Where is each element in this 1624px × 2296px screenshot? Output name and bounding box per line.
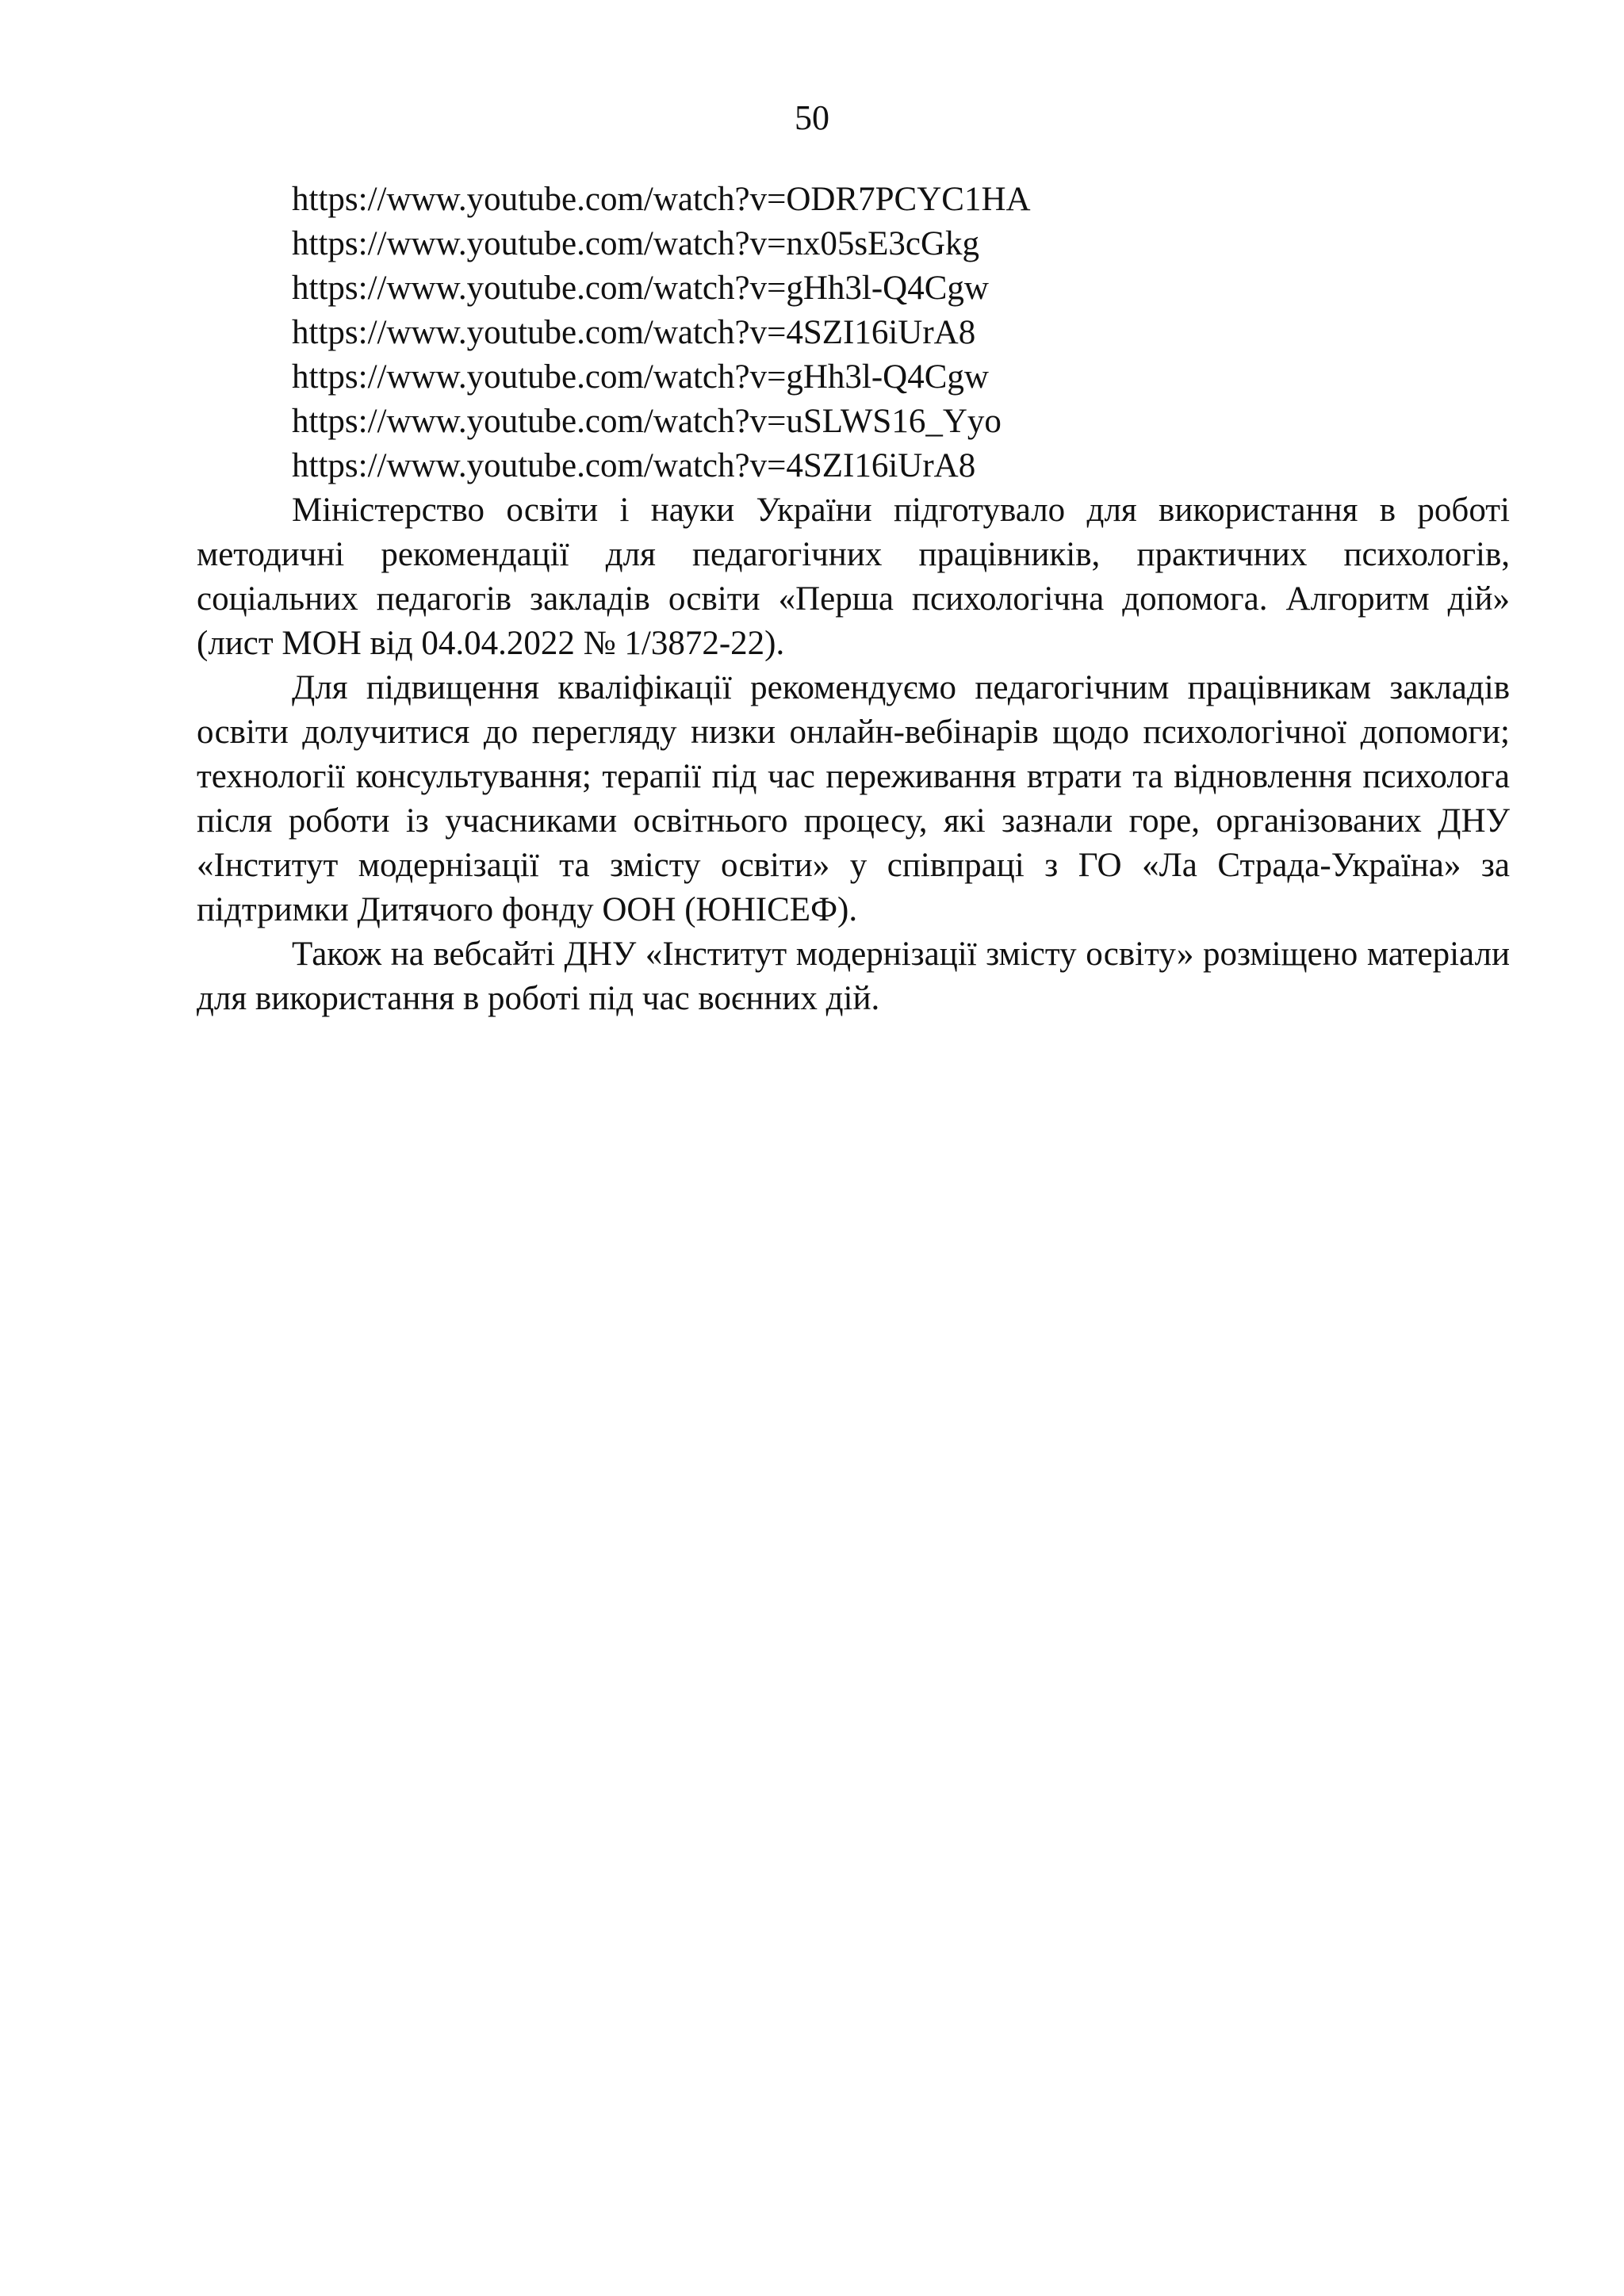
youtube-link[interactable]: https://www.youtube.com/watch?v=gHh3l-Q4Cgw bbox=[292, 270, 989, 307]
paragraph-ministry-recommendations: Міністерство освіти і науки України підготувало для використання в роботі методичні рекомендації для педагогічних працівників, практичних психологів, соціальних педагогів закладів освіти «Перша психологічна допомога. Алгоритм дій» (лист МОН від 04.04.2022 № 1/3872-22). bbox=[197, 492, 1510, 662]
youtube-link[interactable]: https://www.youtube.com/watch?v=uSLWS16_Yyo bbox=[292, 403, 1002, 440]
page-content bbox=[197, 178, 1510, 1021]
youtube-link[interactable]: https://www.youtube.com/watch?v=nx05sE3cGkg bbox=[292, 225, 979, 262]
paragraph-website-materials: Також на вебсайті ДНУ «Інститут модернізації змісту освіту» розміщено матеріали для використання в роботі під час воєнних дій. bbox=[197, 936, 1510, 1017]
youtube-link[interactable]: https://www.youtube.com/watch?v=4SZI16iUrA8 bbox=[292, 314, 976, 351]
youtube-link[interactable]: https://www.youtube.com/watch?v=gHh3l-Q4Cgw bbox=[292, 358, 989, 396]
youtube-link[interactable]: https://www.youtube.com/watch?v=ODR7PCYC1HA bbox=[292, 181, 1031, 218]
paragraph-webinars: Для підвищення кваліфікації рекомендуємо педагогічним працівникам закладів освіти долучитися до перегляду низки онлайн-вебінарів щодо психологічної допомоги; технології консультування; терапії під час переживання втрати та відновлення психолога після роботи із учасниками освітнього процесу, які зазнали горе, організованих ДНУ «Інститут модернізації та змісту освіти» у співпраці з ГО «Ла Страда-Україна» за підтримки Дитячого фонду ООН (ЮНІСЕФ). bbox=[197, 669, 1510, 928]
youtube-link-list bbox=[197, 178, 1510, 488]
youtube-link[interactable]: https://www.youtube.com/watch?v=4SZI16iUrA8 bbox=[292, 447, 976, 484]
page-number: 50 bbox=[795, 98, 829, 137]
